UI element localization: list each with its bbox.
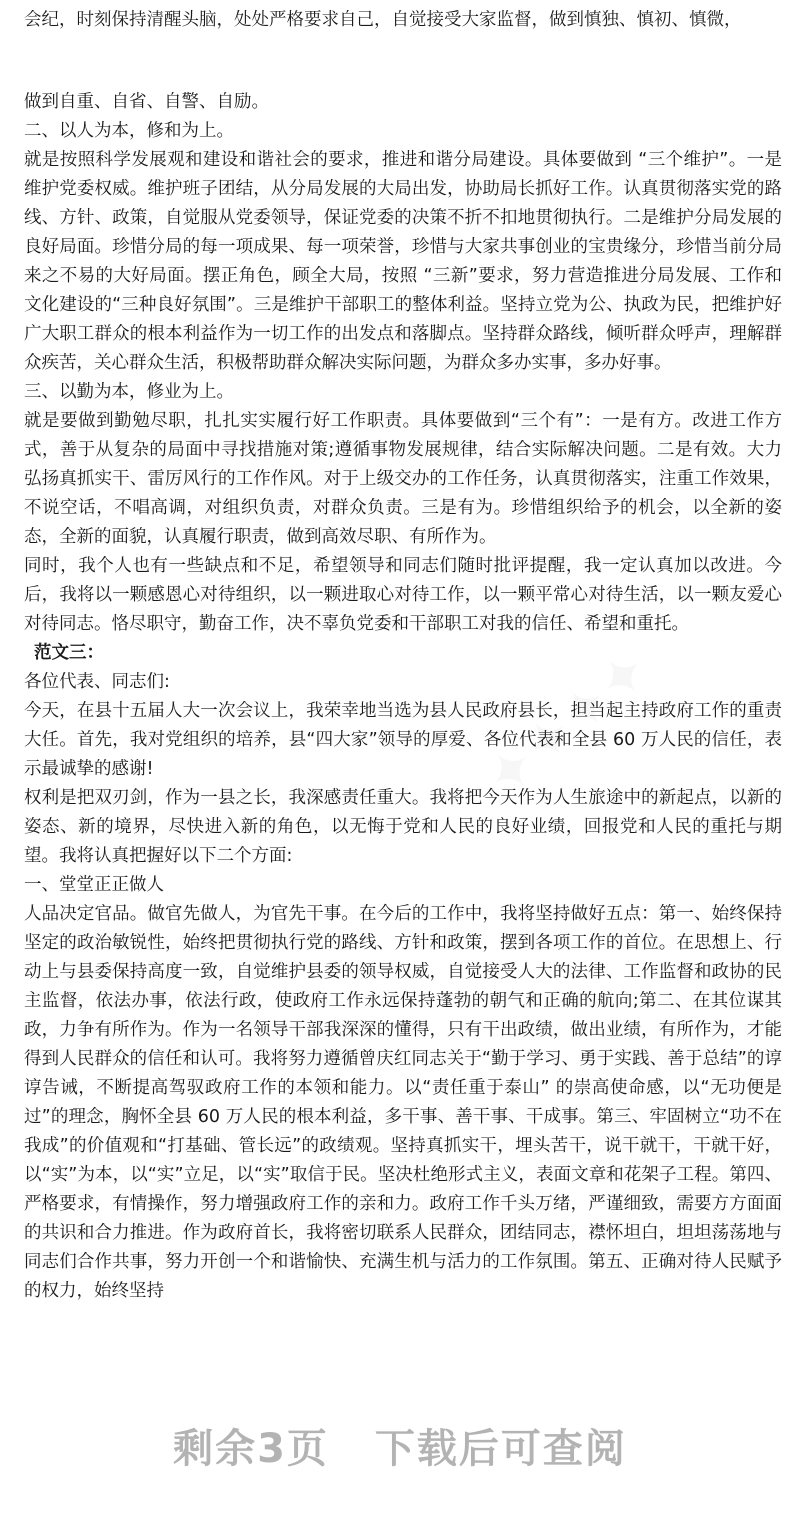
paragraph: 就是要做到勤勉尽职，扎扎实实履行好工作职责。具体要做到“三个有”：一是有方。改进工作方式，善于从复杂的局面中寻找措施对策;遵循事物发展规律，结合实际解决问题。二是有效。大力弘扬真抓实干、雷厉风行的工作作风。对于上级交办的工作任务，认真贯彻落实，注重工作效果，不说空话，不唱高调，对组织负责，对群众负责。三是有为。珍惜组织给予的机会，以全新的姿态，全新的面貌，认真履行职责，做到高效尽职、有所作为。: [24, 411, 782, 547]
section-heading: 一、堂堂正正做人: [24, 875, 164, 895]
download-to-view-label[interactable]: 下载后可查阅: [374, 1425, 627, 1472]
paragraph: 今天，在县十五届人大一次会议上，我荣幸地当选为县人民政府县长，担当起主持政府工作的重责大任。首先，我对党组织的培养，县“四大家”领导的厚爱、各位代表和全县 60 万人民的信任，表示最诚挚的感谢!: [24, 701, 782, 779]
paragraph: 就是按照科学发展观和建设和谐社会的要求，推进和谐分局建设。具体要做到 “三个维护”。一是维护党委权威。维护班子团结，从分局发展的大局出发，协助局长抓好工作。认真贯彻落实党的路线、方针、政策，自觉服从党委领导，保证党委的决策不折不扣地贯彻执行。二是维护分局发展的良好局面。珍惜分局的每一项成果、每一项荣誉，珍惜与大家共事创业的宝贵缘分，珍惜当前分局来之不易的大好局面。摆正角色，顾全大局，按照 “三新”要求，努力营造推进分局发展、工作和文化建设的“三种良好氛围”。三是维护干部职工的整体利益。坚持立党为公、执政为民，把维护好广大职工群众的根本利益作为一切工作的出发点和落脚点。坚持群众路线，倾听群众呼声，理解群众疾苦，关心群众生活，积极帮助群众解决实际问题，为群众多办实事，多办好事。: [24, 150, 782, 373]
download-banner[interactable]: [0, 1400, 800, 1490]
paragraph: 权利是把双刃剑，作为一县之长，我深感责任重大。我将把今天作为人生旅途中的新起点，以新的姿态、新的境界，尽快进入新的角色，以无悔于党和人民的良好业绩，回报党和人民的重托与期望。我将认真把握好以下二个方面:: [24, 788, 782, 866]
section-heading: 三、以勤为本，修业为上。: [24, 382, 234, 402]
sample-heading: 范文三：: [34, 643, 104, 663]
paragraph: 做到自重、自省、自警、自励。: [24, 92, 269, 112]
top-text-line: 会纪，时刻保持清醒头脑，处处严格要求自己，自觉接受大家监督，做到慎独、慎初、慎微，: [24, 10, 742, 30]
section-heading: 二、以人为本，修和为上。: [24, 121, 234, 141]
remaining-pages-label[interactable]: 剩余3页: [173, 1425, 329, 1472]
watermark: ✦✦✦✦: [470, 635, 664, 813]
paragraph: 人品决定官品。做官先做人，为官先干事。在今后的工作中，我将坚持做好五点：第一、始终保持坚定的政治敏锐性，始终把贯彻执行党的路线、方针和政策，摆到各项工作的首位。在思想上、行动上与县委保持高度一致，自觉维护县委的领导权威，自觉接受人大的法律、工作监督和政协的民主监督，依法办事，依法行政，使政府工作永远保持蓬勃的朝气和正确的航向;第二、在其位谋其政，力争有所作为。作为一名领导干部我深深的懂得，只有干出政绩，做出业绩，有所作为，才能得到人民群众的信任和认可。我将努力遵循曾庆红同志关于“勤于学习、勇于实践、善于总结”的谆谆告诫，不断提高驾驭政府工作的本领和能力。以“责任重于泰山” 的崇高使命感，以“无功便是过”的理念，胸怀全县 60 万人民的根本利益，多干事、善干事、干成事。第三、牢固树立“功不在我成”的价值观和“打基础、管长远”的政绩观。坚持真抓实干，埋头苦干，说干就干，干就干好，以“实”为本，以“实”立足，以“实”取信于民。坚决杜绝形式主义，表面文章和花架子工程。第四、严格要求，有情操作，努力增强政府工作的亲和力。政府工作千头万绪，严谨细致，需要方方面面的共识和合力推进。作为政府首长，我将密切联系人民群众，团结同志，襟怀坦白，坦坦荡荡地与同志们合作共事，努力开创一个和谐愉快、充满生机与活力的工作氛围。第五、正确对待人民赋予的权力，始终坚持: [24, 904, 782, 1301]
salutation: 各位代表、同志们:: [24, 672, 170, 692]
page-top-fragment: [0, 0, 800, 44]
paragraph: 同时，我个人也有一些缺点和不足，希望领导和同志们随时批评提醒，我一定认真加以改进。今后，我将以一颗感恩心对待组织，以一颗进取心对待工作，以一颗平常心对待生活，以一颗友爱心对待同志。恪尽职守，勤奋工作，决不辜负党委和干部职工对我的信任、希望和重托。: [24, 556, 782, 634]
document-body: [24, 88, 782, 1306]
